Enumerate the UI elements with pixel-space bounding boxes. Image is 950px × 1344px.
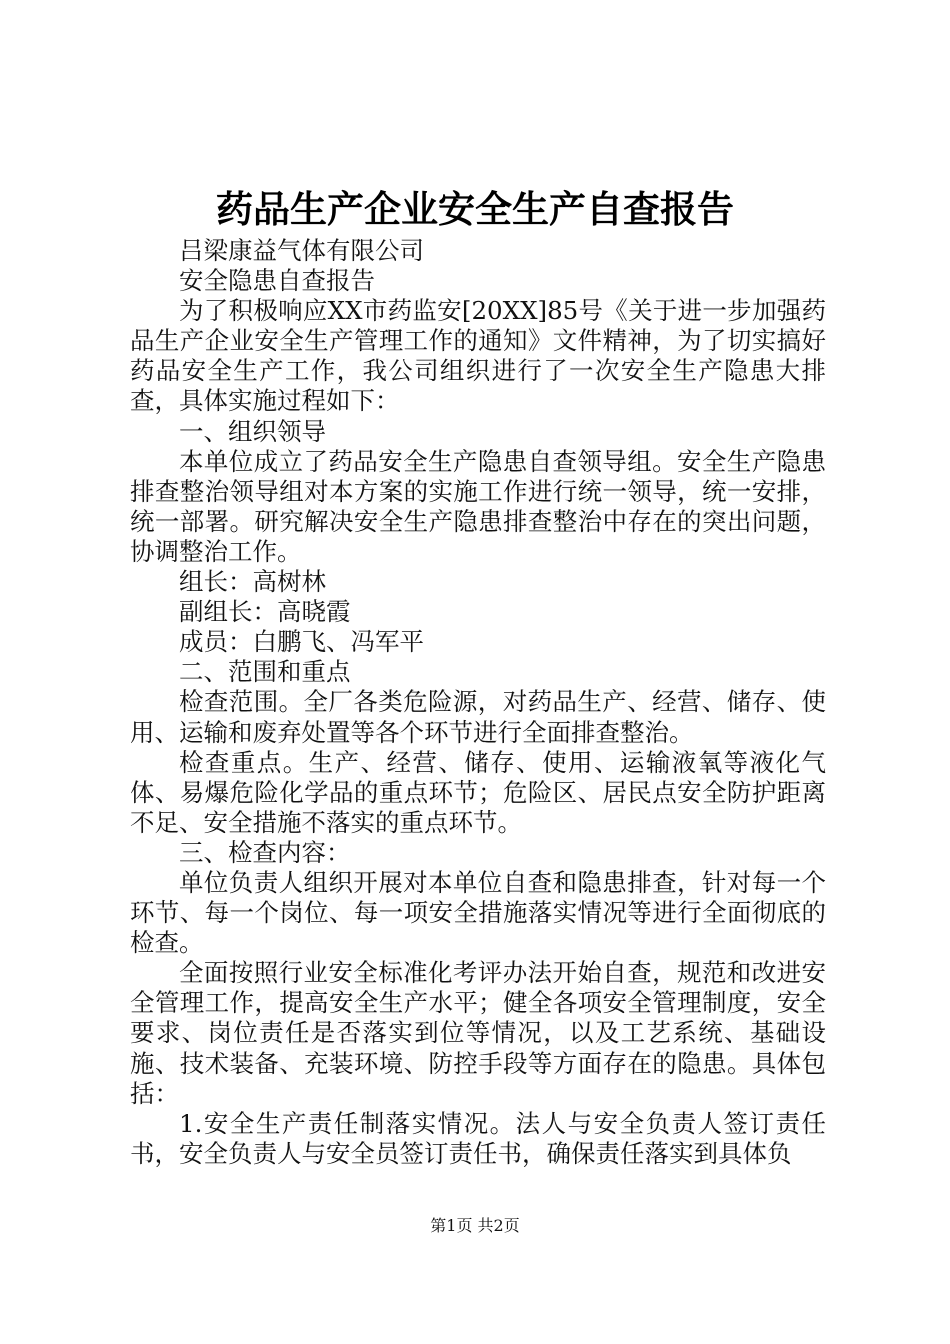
scope-paragraph: 检查范围。全厂各类危险源，对药品生产、经营、储存、使用、运输和废弃处置等各个环节进行全面排查整治。 <box>130 687 826 747</box>
page-total: 共2页 <box>477 1216 520 1235</box>
deputy-leader: 副组长：高晓霞 <box>179 597 351 627</box>
members: 成员：白鹏飞、冯军平 <box>179 627 424 657</box>
item-1-paragraph: 1.安全生产责任制落实情况。法人与安全负责人签订责任书，安全负责人与安全员签订责任书，确保责任落实到具体负 <box>130 1108 826 1168</box>
leadership-paragraph: 本单位成立了药品安全生产隐患自查领导组。安全生产隐患排查整治领导组对本方案的实施工作进行统一领导，统一安排，统一部署。研究解决安全生产隐患排查整治中存在的突出问题，协调整治工作。 <box>130 446 826 566</box>
document-body <box>130 236 826 1169</box>
inspection-paragraph-2: 全面按照行业安全标准化考评办法开始自查，规范和改进安全管理工作，提高安全生产水平；健全各项安全管理制度，安全要求、岗位责任是否落实到位等情况，以及工艺系统、基础设施、技术装备、充装环境、防控手段等方面存在的隐患。具体包括： <box>130 958 826 1108</box>
report-subtitle: 安全隐患自查报告 <box>179 266 375 296</box>
section-heading-1: 一、组织领导 <box>179 416 326 446</box>
inspection-paragraph-1: 单位负责人组织开展对本单位自查和隐患排查，针对每一个环节、每一个岗位、每一项安全措施落实情况等进行全面彻底的检查。 <box>130 867 826 958</box>
section-heading-3: 三、检查内容： <box>179 837 351 867</box>
intro-paragraph: 为了积极响应XX市药监安[20XX]85号《关于进一步加强药品生产企业安全生产管理工作的通知》文件精神，为了切实搞好药品安全生产工作，我公司组织进行了一次安全生产隐患大排查，具体实施过程如下： <box>130 296 826 416</box>
group-leader: 组长：高树林 <box>179 567 326 597</box>
document-title: 药品生产企业安全生产自查报告 <box>216 187 734 231</box>
focus-paragraph: 检查重点。生产、经营、储存、使用、运输液氧等液化气体、易爆危险化学品的重点环节；危险区、居民点安全防护距离不足、安全措施不落实的重点环节。 <box>130 747 826 837</box>
section-heading-2: 二、范围和重点 <box>179 657 351 687</box>
page-footer <box>0 1215 950 1237</box>
company-name: 吕梁康益气体有限公司 <box>179 236 424 265</box>
page-number: 第1页 <box>430 1216 473 1235</box>
